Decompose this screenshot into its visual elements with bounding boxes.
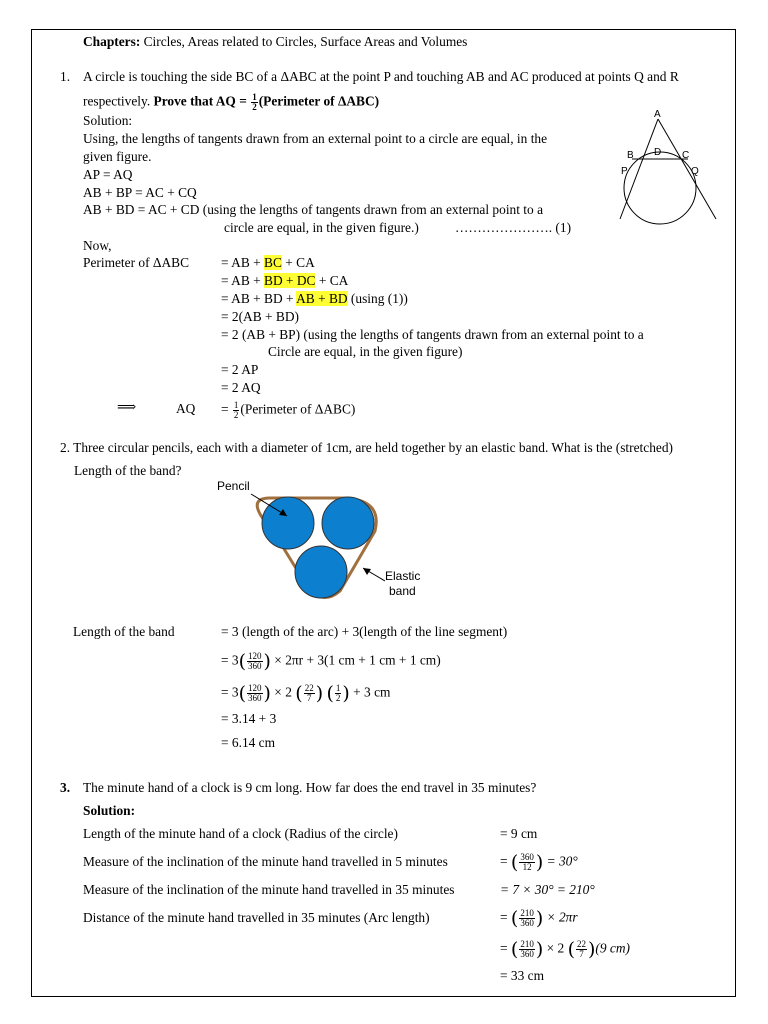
label-c: C — [682, 150, 690, 161]
perimeter-step: = AB + BD + DC + CA — [221, 273, 349, 288]
q3-text: The minute hand of a clock is 9 cm long. How far does the end travel in 35 minutes? — [83, 780, 537, 795]
q3-row-value: = ( $\frac{360}{12}$ ) = 30° — [500, 851, 578, 874]
q3-row-value: = ( $\frac{210}{360}$ ) × 2 ( $\frac{22}{7}$ )(9 cm) — [500, 938, 630, 961]
pencil-circle — [322, 497, 374, 549]
q3-final: = 33 cm — [500, 968, 544, 983]
q1-sol-line: AB + BD = AC + CD (using the lengths of tangents drawn from an external point to a — [83, 202, 544, 217]
q1-sol-line: AB + BP = AC + CQ — [83, 185, 197, 200]
q1-sol-line: AP = AQ — [83, 167, 133, 182]
q1-number: 1. — [60, 69, 71, 84]
band-step: = 6.14 cm — [221, 735, 276, 750]
perimeter-step: = AB + BC + CA — [221, 255, 315, 270]
pencils-figure — [215, 476, 465, 606]
q2-text-line1: 2. Three circular pencils, each with a diameter of 1cm, are held together by an elastic band. What is the (stretched) — [60, 440, 673, 455]
elastic-label: Elastic — [385, 569, 421, 583]
q1-solution-label: Solution: — [83, 113, 133, 128]
q3-solution-label: Solution: — [83, 803, 136, 818]
q1-sol-line: circle are equal, in the given figure.) — [224, 220, 419, 235]
label-p: P — [621, 166, 628, 177]
q3-row-label: Measure of the inclination of the minute hand travelled in 35 minutes — [83, 882, 455, 897]
final-result: = $\frac{1}{2}$ (Perimeter of ΔABC) — [221, 400, 356, 420]
perimeter-step: = 2 AP — [221, 362, 259, 377]
perimeter-step: = 2 (AB + BP) (using the lengths of tangents drawn from an external point to a — [221, 327, 644, 342]
implies-arrow: ⟹ — [117, 400, 137, 415]
q1-text-line2: respectively. Prove that AQ = $\frac{1}{2}$ (Perimeter of ΔABC) — [83, 92, 380, 112]
band-step: = 3( $\frac{120}{360}$ ) × 2πr + 3(1 cm + 1 cm + 1 cm) — [221, 650, 441, 673]
q1-sol-line: given figure. — [83, 149, 152, 164]
q3-row-value: = 7 × 30° = 210° — [500, 882, 595, 897]
q3-row-label: Distance of the minute hand travelled in 35 minutes (Arc length) — [83, 910, 430, 925]
perimeter-label: Perimeter of ΔABC — [83, 255, 190, 270]
q1-text-line1: A circle is touching the side BC of a ΔABC at the point P and touching AB and AC produced at points Q and R — [83, 69, 679, 84]
q3-row-value: = 9 cm — [500, 826, 538, 841]
label-d: D — [654, 147, 662, 158]
band-step: = 3 (length of the arc) + 3(length of the line segment) — [221, 624, 508, 639]
perimeter-step: Circle are equal, in the given figure) — [268, 344, 463, 359]
q1-eq-tag: …………………. (1) — [455, 220, 572, 235]
tangent-circle-figure — [590, 105, 730, 225]
q2-text-line2: Length of the band? — [74, 463, 182, 478]
chapters-header: Chapters: Circles, Areas related to Circles, Surface Areas and Volumes — [83, 34, 468, 49]
aq-label: AQ — [176, 401, 196, 416]
pencil-label: Pencil — [217, 479, 250, 493]
band-step: = 3( $\frac{120}{360}$ ) × 2 ( $\frac{22}{7}$ ) ( $\frac{1}{2}$ ) + 3 cm — [221, 682, 391, 705]
pencil-circle — [295, 546, 347, 598]
perimeter-step: = 2 AQ — [221, 380, 261, 395]
q3-number: 3. — [60, 780, 71, 795]
q1-now: Now, — [83, 238, 112, 253]
pencil-circle — [262, 497, 314, 549]
label-b: B — [627, 150, 634, 161]
band-step: = 3.14 + 3 — [221, 711, 277, 726]
q3-row-value: = ( $\frac{210}{360}$ ) × 2πr — [500, 907, 578, 930]
band-length-label: Length of the band — [73, 624, 175, 639]
perimeter-step: = 2(AB + BD) — [221, 309, 299, 324]
q3-row-label: Measure of the inclination of the minute hand travelled in 5 minutes — [83, 854, 448, 869]
q3-row-label: Length of the minute hand of a clock (Radius of the circle) — [83, 826, 398, 841]
perimeter-step: = AB + BD + AB + BD (using (1)) — [221, 291, 408, 306]
label-a: A — [654, 109, 661, 120]
label-q: Q — [691, 166, 699, 177]
q1-sol-line: Using, the lengths of tangents drawn from an external point to a circle are equal, in the — [83, 131, 548, 146]
band-label: band — [389, 584, 416, 598]
